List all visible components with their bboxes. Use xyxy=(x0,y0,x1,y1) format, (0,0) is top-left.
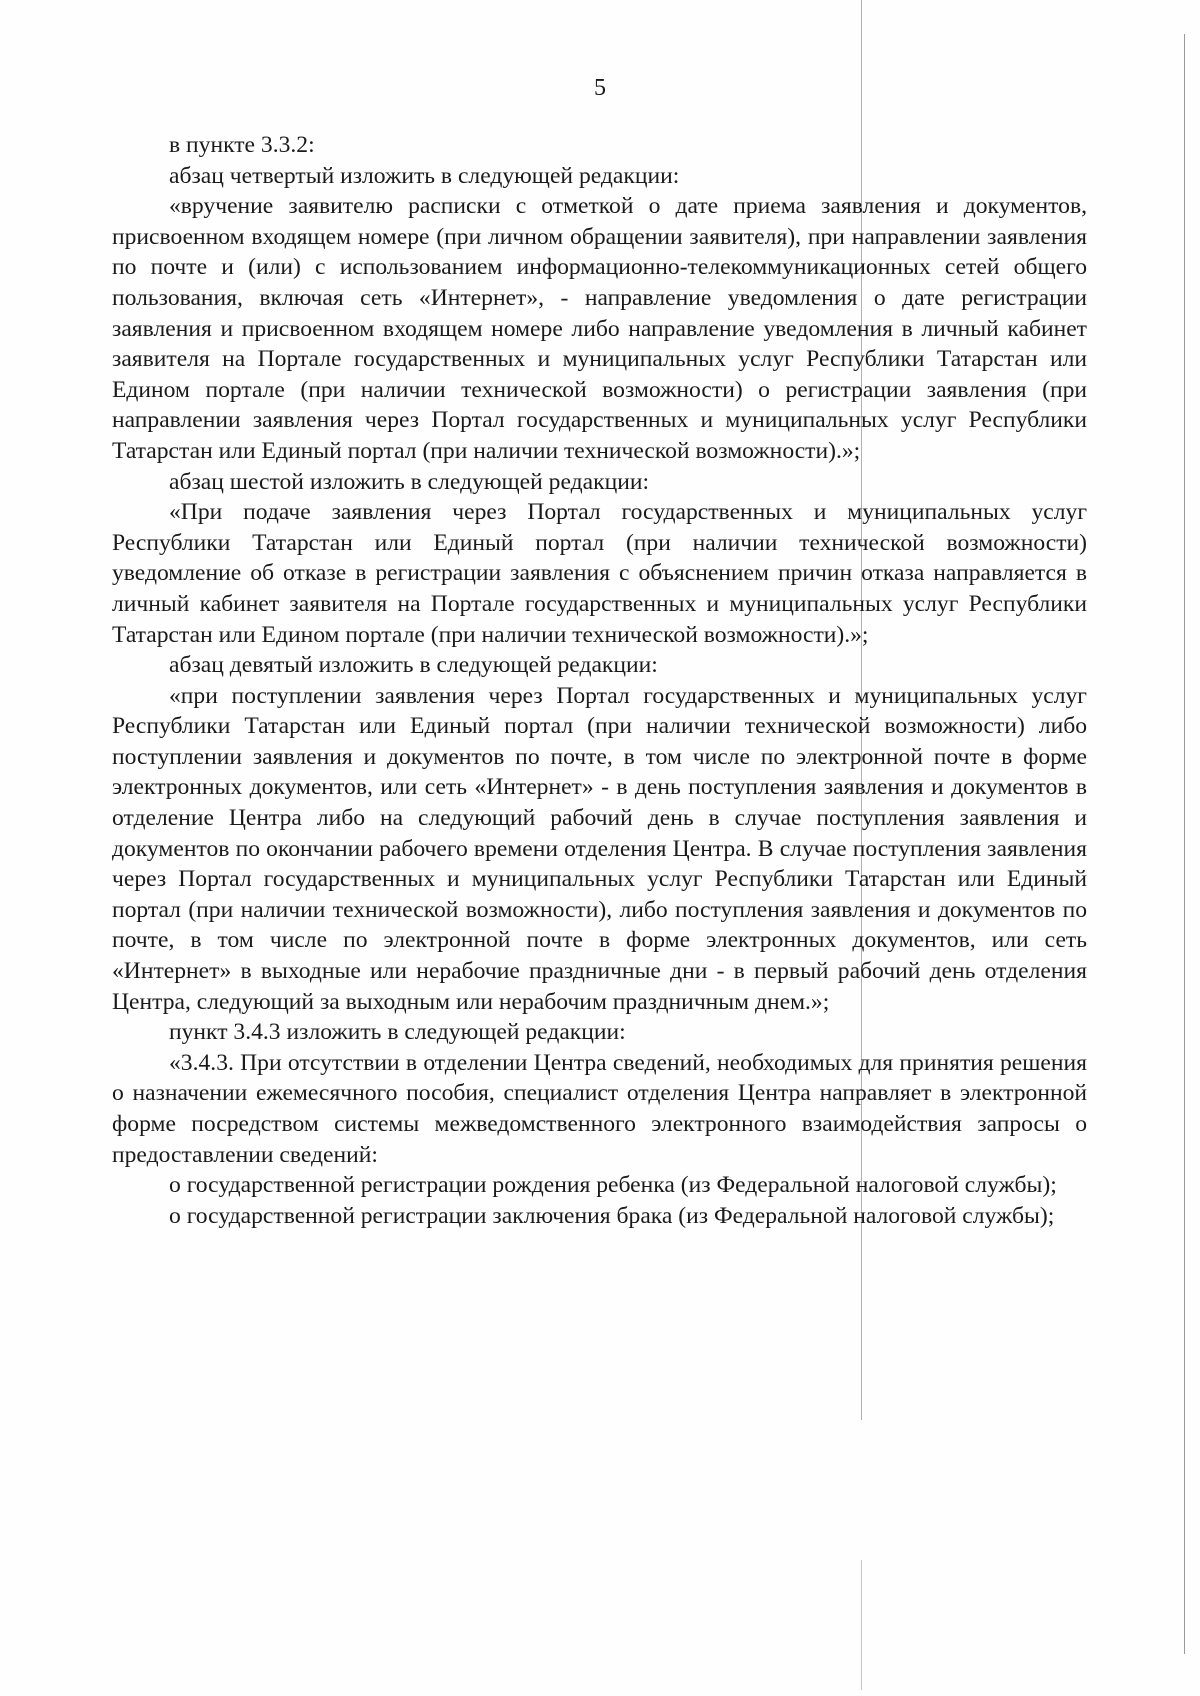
paragraph: о государственной регистрации заключения брака (из Федеральной налоговой службы); xyxy=(169,1202,1055,1229)
paragraph: о государственной регистрации рождения ребенка (из Федеральной налоговой службы); xyxy=(169,1172,1057,1199)
document-body xyxy=(112,130,1087,1231)
paragraph: «При подаче заявления через Портал государственных и муниципальных услуг Республики Татарстан или Единый портал (при наличии технической возможности) уведомление об отказе в регистрации заявления с объяснением причин отказа направляется в личный кабинет заявителя на Портале государственных и муниципальных услуг Республики Татарстан или Едином портале (при наличии технической возможности).»; xyxy=(112,499,1087,648)
paragraph: абзац четвертый изложить в следующей редакции: xyxy=(169,162,680,189)
paragraph: пункт 3.4.3 изложить в следующей редакции: xyxy=(169,1019,626,1046)
paragraph: абзац шестой изложить в следующей редакции: xyxy=(169,468,650,495)
paragraph: «при поступлении заявления через Портал государственных и муниципальных услуг Республики Татарстан или Единый портал (при наличии технической возможности) либо поступлении заявления и документов по почте, в том числе по электронной почте в форме электронных документов, или сеть «Интернет» - в день поступления заявления и документов в отделение Центра либо на следующий рабочий день в случае поступления заявления и документов по окончании рабочего времени отделения Центра. В случае поступления заявления через Портал государственных и муниципальных услуг Республики Татарстан или Единый портал (при наличии технической возможности), либо поступления заявления и документов по почте, в том числе по электронной почте в форме электронных документов, или сеть «Интернет» в выходные или нерабочие праздничные дни - в первый рабочий день отделения Центра, следующий за выходным или нерабочим праздничным днем.»; xyxy=(112,682,1087,1015)
paragraph: «3.4.3. При отсутствии в отделении Центра сведений, необходимых для принятия решения о назначении ежемесячного пособия, специалист отделения Центра направляет в электронной форме посредством системы межведомственного электронного взаимодействия запросы о предоставлении сведений: xyxy=(112,1049,1087,1168)
paragraph: «вручение заявителю расписки с отметкой о дате приема заявления и документов, присвоенном входящем номере (при личном обращении заявителя), при направлении заявления по почте и (или) с использованием информационно-телекоммуникационных сетей общего пользования, включая сеть «Интернет», - направление уведомления о дате регистрации заявления и присвоенном входящем номере либо направление уведомления в личный кабинет заявителя на Портале государственных и муниципальных услуг Республики Татарстан или Едином портале (при наличии технической возможности) о регистрации заявления (при направлении заявления через Портал государственных и муниципальных услуг Республики Татарстан или Единый портал (при наличии технической возможности).»; xyxy=(112,193,1087,464)
scan-artifact-line xyxy=(1184,34,1185,1654)
page-number: 5 xyxy=(594,75,606,101)
scan-artifact-line xyxy=(861,1560,862,1690)
paragraph: абзац девятый изложить в следующей редакции: xyxy=(169,652,658,679)
paragraph: в пункте 3.3.2: xyxy=(169,132,315,158)
